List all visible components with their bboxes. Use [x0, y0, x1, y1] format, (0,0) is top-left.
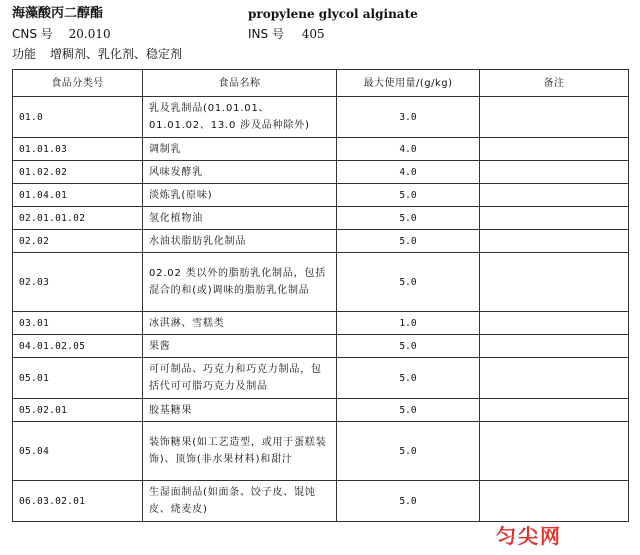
function-value: 增稠剂、乳化剂、稳定剂 — [49, 47, 182, 61]
cell-code: 02.03 — [13, 253, 143, 312]
cell-note — [480, 161, 629, 184]
cns-label: CNS 号 — [12, 27, 53, 41]
function-label: 功能 — [12, 47, 37, 61]
cell-name: 乳及乳制品(01.01.01、01.01.02、13.0 涉及品种除外) — [143, 97, 337, 138]
site-watermark: 匀尖网 — [496, 524, 562, 548]
cell-max: 4.0 — [337, 138, 480, 161]
table-row — [13, 230, 629, 253]
table-row — [13, 161, 629, 184]
cell-max: 4.0 — [337, 161, 480, 184]
cell-note — [480, 207, 629, 230]
cell-code: 02.02 — [13, 230, 143, 253]
cell-name: 调制乳 — [143, 138, 337, 161]
cell-name: 02.02 类以外的脂肪乳化制品，包括混合的和(或)调味的脂肪乳化制品 — [143, 253, 337, 312]
cell-code: 04.01.02.05 — [13, 335, 143, 358]
cell-max: 5.0 — [337, 335, 480, 358]
table-row — [13, 312, 629, 335]
table-row — [13, 253, 629, 312]
code-row — [12, 24, 632, 44]
document-header — [12, 4, 632, 64]
col-header-remarks: 备注 — [480, 70, 629, 97]
cell-note — [480, 97, 629, 138]
table-row — [13, 422, 629, 481]
function-row — [12, 44, 632, 64]
col-header-max-usage: 最大使用量/(g/kg) — [337, 70, 480, 97]
cell-code: 02.01.01.02 — [13, 207, 143, 230]
table-row — [13, 207, 629, 230]
cell-note — [480, 422, 629, 481]
table-header-row — [13, 70, 629, 97]
cell-code: 01.0 — [13, 97, 143, 138]
cell-name: 生湿面制品(如面条、饺子皮、馄饨皮、烧麦皮) — [143, 481, 337, 522]
cell-note — [480, 358, 629, 399]
col-header-category-code: 食品分类号 — [13, 70, 143, 97]
cell-max: 5.0 — [337, 358, 480, 399]
ins-code — [248, 24, 325, 44]
cell-note — [480, 481, 629, 522]
usage-table — [12, 69, 629, 522]
ins-label: INS 号 — [248, 27, 284, 41]
cell-name: 淡炼乳(原味) — [143, 184, 337, 207]
cell-code: 05.02.01 — [13, 399, 143, 422]
cell-max: 3.0 — [337, 97, 480, 138]
additive-cn-name: 海藻酸丙二醇酯 — [12, 6, 104, 21]
cell-code: 06.03.02.01 — [13, 481, 143, 522]
cell-name: 可可制品、巧克力和巧克力制品，包括代可可脂巧克力及制品 — [143, 358, 337, 399]
cell-note — [480, 184, 629, 207]
cell-code: 03.01 — [13, 312, 143, 335]
cell-note — [480, 253, 629, 312]
cell-max: 1.0 — [337, 312, 480, 335]
ins-value: 405 — [301, 27, 325, 41]
title-row — [12, 4, 632, 24]
cns-code — [12, 24, 111, 44]
cell-max: 5.0 — [337, 230, 480, 253]
cell-name: 胶基糖果 — [143, 399, 337, 422]
cell-code: 01.01.03 — [13, 138, 143, 161]
table-row — [13, 184, 629, 207]
cell-code: 05.04 — [13, 422, 143, 481]
table-row — [13, 335, 629, 358]
cell-name: 果酱 — [143, 335, 337, 358]
cell-max: 5.0 — [337, 253, 480, 312]
col-header-food-name: 食品名称 — [143, 70, 337, 97]
cns-value: 20.010 — [68, 27, 111, 41]
cell-max: 5.0 — [337, 481, 480, 522]
cell-max: 5.0 — [337, 207, 480, 230]
cell-name: 冰淇淋、雪糕类 — [143, 312, 337, 335]
cell-max: 5.0 — [337, 422, 480, 481]
table-row — [13, 399, 629, 422]
table-row — [13, 358, 629, 399]
cell-name: 水油状脂肪乳化制品 — [143, 230, 337, 253]
cell-note — [480, 230, 629, 253]
cell-note — [480, 335, 629, 358]
cell-name: 风味发酵乳 — [143, 161, 337, 184]
function-line — [12, 44, 182, 64]
additive-en-name: propylene glycol alginate — [248, 7, 418, 21]
cell-code: 01.04.01 — [13, 184, 143, 207]
table-row — [13, 138, 629, 161]
cell-note — [480, 312, 629, 335]
table-row — [13, 481, 629, 522]
cell-name: 氢化植物油 — [143, 207, 337, 230]
cell-name: 装饰糖果(如工艺造型，或用于蛋糕装饰)、顶饰(非水果材料)和甜汁 — [143, 422, 337, 481]
table-row — [13, 97, 629, 138]
cell-max: 5.0 — [337, 399, 480, 422]
cell-max: 5.0 — [337, 184, 480, 207]
cell-note — [480, 138, 629, 161]
cell-note — [480, 399, 629, 422]
cell-code: 01.02.02 — [13, 161, 143, 184]
cell-code: 05.01 — [13, 358, 143, 399]
